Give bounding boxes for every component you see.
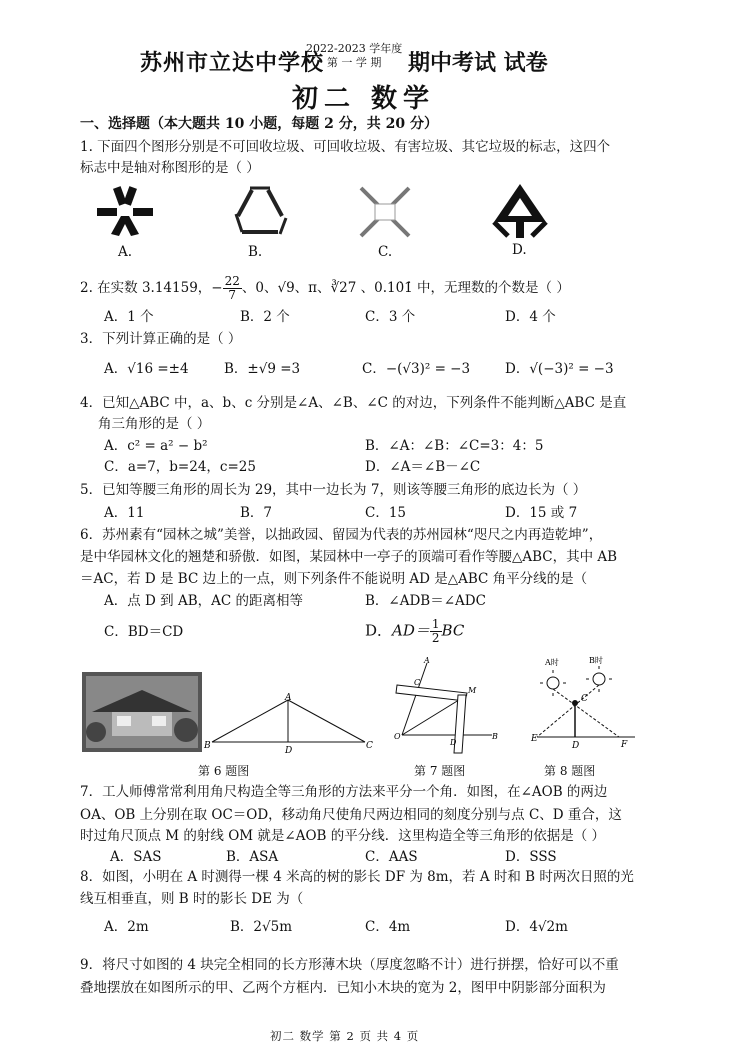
fig6-label-b: B [204, 741, 211, 751]
fig8-label-btime: B时 [589, 656, 603, 665]
q3-option-c: C．−(√3)² = −3 [362, 361, 471, 377]
q8-line1: 8．如图，小明在 A 时测得一棵 4 米高的树的影长 DF 为 8m，若 A 时和 B 时两次日照的光 [80, 869, 634, 885]
q6-option-b: B．∠ADB＝∠ADC [365, 593, 486, 609]
q5-option-b: B．7 [240, 505, 273, 521]
fig7-label-o: O [394, 732, 401, 741]
q8-option-d: D．4√2m [505, 919, 568, 935]
q2-stem [80, 275, 570, 302]
q3-option-a: A．√16 =±4 [104, 361, 189, 377]
fig7-label-m: M [468, 686, 477, 695]
q4-option-b: B．∠A：∠B：∠C=3：4：5 [365, 438, 544, 454]
symbol-d-icon [494, 184, 546, 238]
q1-line2: 标志中是轴对称图形的是（ ） [80, 160, 260, 176]
q8-option-b: B．2√5m [230, 919, 293, 935]
q6-option-a: A．点 D 到 AB，AC 的距离相等 [104, 593, 303, 609]
q8-line2: 线互相垂直，则 B 时的影长 DE 为（ [80, 891, 304, 907]
q2-option-b: B．2 个 [240, 309, 290, 325]
q6-option-d [365, 618, 464, 645]
q6-optd-rhs: BC [441, 621, 465, 640]
q5-stem: 5．已知等腰三角形的周长为 29，其中一边长为 7，则该等腰三角形的底边长为（ ） [80, 482, 587, 498]
q3-option-b: B．±√9 =3 [224, 361, 301, 377]
q9-line2: 叠地摆放在如图所示的甲、乙两个方框内．已知小木块的宽为 2，图甲中阴影部分面积为 [80, 980, 606, 996]
fig7-label-b: B [492, 732, 498, 741]
exam-title: 期中考试 试卷 [408, 50, 548, 76]
academic-year-line1: 2022-2023 学年度 [306, 42, 403, 55]
q1-label-c: C. [378, 244, 393, 260]
q8-option-a: A．2m [104, 919, 149, 935]
fig6-label-d: D [285, 746, 293, 755]
q5-option-c: C．15 [365, 505, 407, 521]
q5-option-a: A．11 [104, 505, 145, 521]
fig6-label-c: C [366, 741, 373, 751]
q7-option-b: B．ASA [226, 849, 279, 865]
fig8-label-c: C [581, 694, 588, 704]
q1-symbols [95, 182, 585, 242]
q6-line3: ＝AC，若 D 是 BC 边上的一点，则下列条件不能说明 AD 是△ABC 角平分线的是（ [80, 571, 588, 587]
fig8-label-d: D [572, 741, 580, 751]
fig6-caption: 第 6 题图 [198, 764, 250, 778]
fig6-label-a: A [285, 693, 292, 703]
symbol-b-icon [236, 188, 286, 234]
fig7-label-d: D [450, 738, 457, 747]
fig7-label-a: A [424, 656, 430, 665]
q7-option-c: C．AAS [365, 849, 418, 865]
section-title: 一、选择题（本大题共 10 小题，每题 2 分，共 20 分） [80, 116, 438, 132]
q6-optd-num: 1 [431, 617, 440, 631]
academic-year-line2: 第 一 学 期 [326, 56, 382, 69]
symbol-a-icon [97, 186, 153, 236]
q1-label-b: B. [248, 244, 263, 260]
q2-option-c: C．3 个 [365, 309, 416, 325]
q6-optd-lhs: AD＝ [392, 621, 430, 640]
q6-option-c: C．BD＝CD [104, 624, 184, 640]
fig6-triangle [200, 690, 375, 755]
q1-label-a: A. [118, 244, 133, 260]
page-footer: 初二 数学 第 2 页 共 4 页 [270, 1029, 420, 1043]
subject-title: 初二 数学 [292, 84, 436, 114]
q7-option-d: D．SSS [505, 849, 557, 865]
q7-line3: 时过角尺顶点 M 的射线 OM 就是∠AOB 的平分线．这里构造全等三角形的依据是（ ） [80, 828, 606, 844]
q3-option-d: D．√(−3)² = −3 [505, 361, 614, 377]
fig8-diagram [525, 655, 645, 755]
q2-frac-num: 22 [224, 274, 240, 288]
q9-line1: 9．将尺寸如图的 4 块完全相同的长方形薄木块（厚度忽略不计）进行拼摆，恰好可以不重 [80, 957, 619, 973]
school-name: 苏州市立达中学校 [140, 50, 325, 76]
fig7-caption: 第 7 题图 [414, 764, 466, 778]
symbol-c-icon [361, 188, 409, 236]
q6-optd-fraction [430, 618, 442, 645]
fig8-label-e: E [531, 734, 538, 744]
q4-line2: 角三角形的是（ ） [98, 416, 211, 432]
q2-rest: 、0、√9、π、∛27 、0.10̇1̇ 中，无理数的个数是（ ） [241, 280, 570, 296]
q2-frac-den: 7 [228, 288, 237, 302]
fig8-sun-a-icon [540, 670, 566, 696]
q7-line1: 7．工人师傅常常利用角尺构造全等三角形的方法来平分一个角．如图，在∠AOB 的两边 [80, 784, 608, 800]
fig6-photo [82, 672, 202, 752]
fig7-diagram [392, 655, 502, 755]
q1-line1: 1. 下面四个图形分别是不可回收垃圾、可回收垃圾、有害垃圾、其它垃圾的标志，这四个 [80, 139, 611, 155]
fig8-caption: 第 8 题图 [544, 764, 596, 778]
q6-optd-prefix: D． [365, 621, 393, 640]
q1-label-d: D. [512, 242, 527, 258]
q2-option-d: D．4 个 [505, 309, 556, 325]
q7-line2: OA、OB 上分别在取 OC＝OD，移动角尺使角尺两边相同的刻度分别与点 C、D 重合，这 [80, 807, 622, 823]
fig8-sun-b-icon [586, 666, 612, 692]
q4-line1: 4．已知△ABC 中，a、b、c 分别是∠A、∠B、∠C 的对边，下列条件不能判断△ABC 是直 [80, 395, 627, 411]
fig8-label-f: F [621, 740, 628, 750]
q2-fraction [223, 275, 242, 302]
q6-optd-den: 2 [431, 631, 440, 645]
q6-line1: 6．苏州素有“园林之城”美誉，以拙政园、留园为代表的苏州园林“咫尺之内再造乾坤”， [80, 527, 603, 543]
q2-neg: − [211, 280, 223, 296]
q8-option-c: C．4m [365, 919, 411, 935]
q3-stem: 3．下列计算正确的是（ ） [80, 331, 242, 347]
q4-option-d: D．∠A＝∠B－∠C [365, 459, 481, 475]
q7-option-a: A．SAS [110, 849, 162, 865]
fig8-label-atime: A时 [545, 658, 559, 667]
q4-option-c: C．a=7，b=24，c=25 [104, 459, 256, 475]
academic-year [306, 42, 402, 70]
q4-option-a: A．c² = a² − b² [104, 438, 208, 454]
fig7-label-c: C [414, 678, 421, 687]
q2-option-a: A．1 个 [104, 309, 154, 325]
q2-prefix: 2. 在实数 3.14159， [80, 280, 212, 296]
q5-option-d: D．15 或 7 [505, 505, 578, 521]
q6-line2: 是中华园林文化的翘楚和骄傲．如图，某园林中一亭子的顶端可看作等腰△ABC，其中 AB [80, 549, 618, 565]
